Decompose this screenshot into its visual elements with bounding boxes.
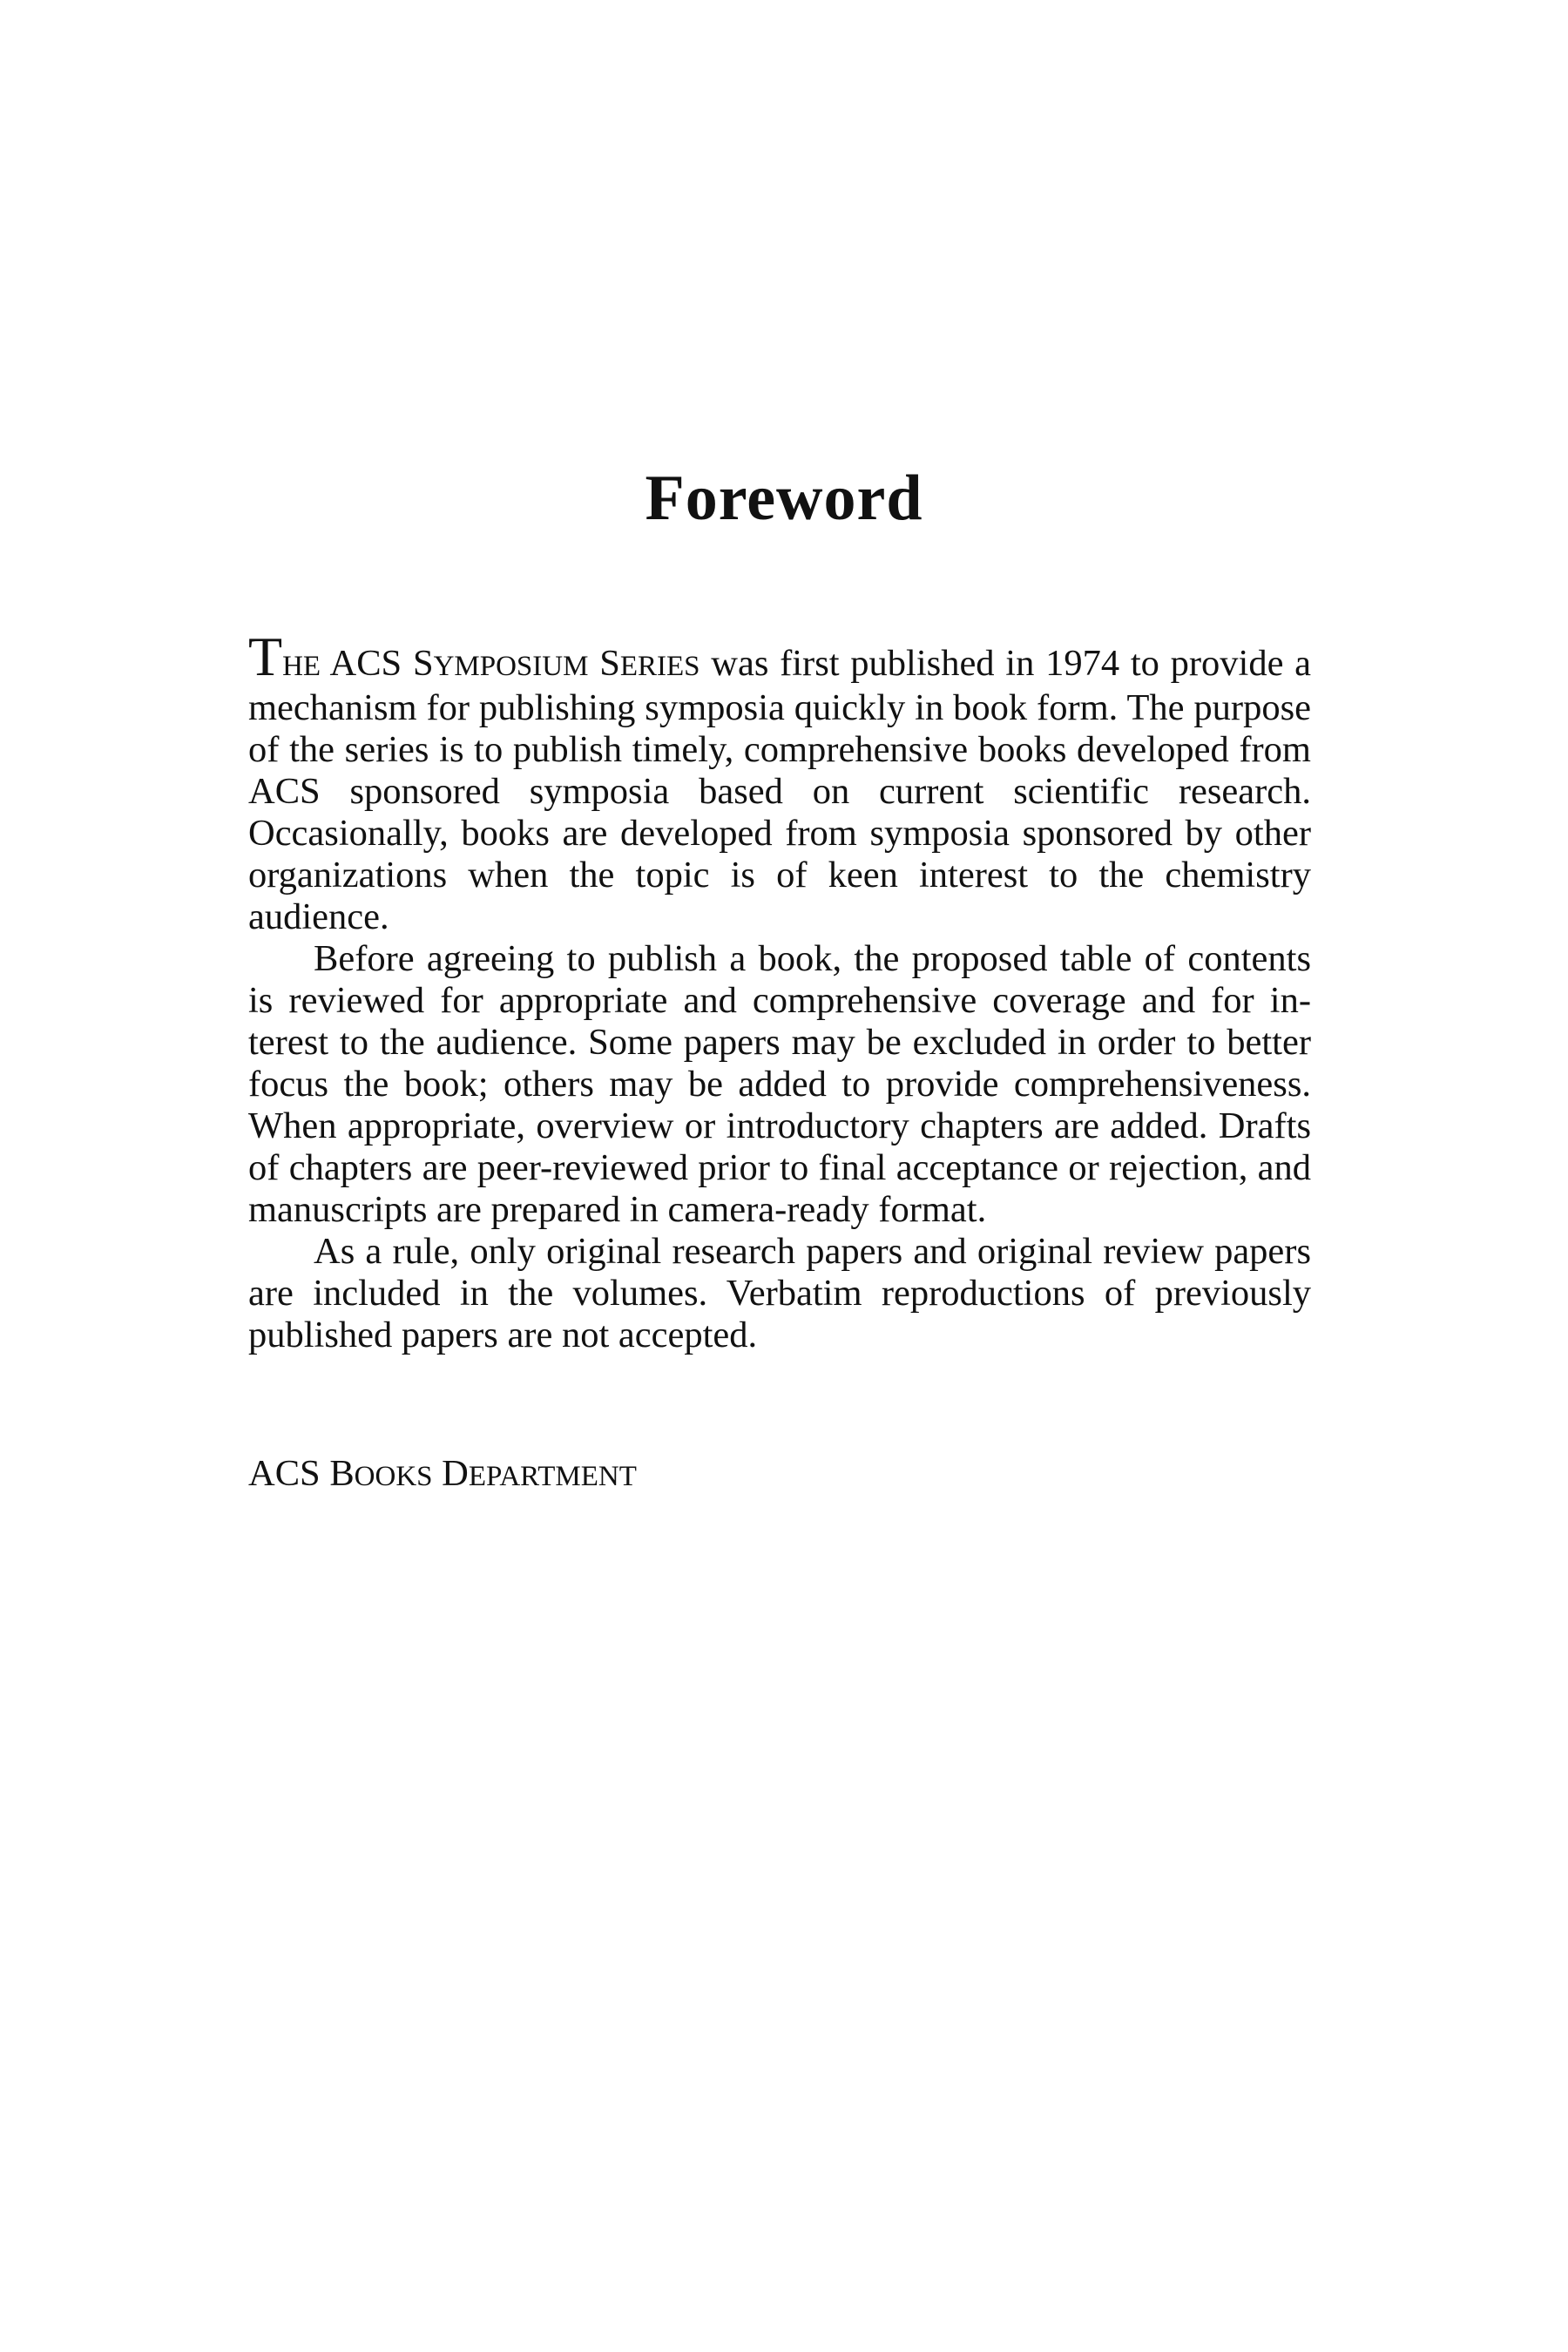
series-s1-rest: YMPOSIUM	[433, 651, 589, 682]
signature-word-2-rest: OOKS	[354, 1461, 433, 1492]
signature-word-1: ACS	[248, 1453, 321, 1494]
paragraph-2: Before agreeing to publish a book, the proposed table of contents is reviewed for appropriate and comprehensive coverage and for interest to the audience. Some papers may be excluded in order to better focus the book; others may be added to provide comprehensiveness. When appropriate, overview or introductory chapters are added. Drafts of chapters are peer-reviewed prior to final acceptance or rejection, and manuscripts are prepared in camera-ready format.	[248, 938, 1311, 1230]
page-title: Foreword	[645, 463, 923, 534]
drop-initial: T	[248, 625, 283, 687]
paragraph-1	[248, 625, 1312, 938]
series-s2: S	[599, 643, 620, 684]
series-s1: S	[412, 643, 434, 684]
series-acs: ACS	[329, 643, 402, 684]
series-s2-rest: ERIES	[619, 651, 700, 682]
signature	[248, 1453, 637, 1497]
initial-rest: HE	[282, 651, 321, 682]
paragraph-1-text: was first published in 1974 to provide a mechanism for publishing symposia quickly in book form. The purpose of the series is to publish timely, comprehensive books developed from ACS sponsored symposia based on current scientific research. Occasionally, books are developed from symposia sponsored by other organizations when the topic is of keen interest to the chemistry audience.	[248, 643, 1312, 937]
foreword-body	[248, 625, 1312, 1356]
signature-word-3-initial: D	[442, 1453, 469, 1494]
signature-word-2-initial: B	[329, 1453, 355, 1494]
signature-word-3-rest: EPARTMENT	[468, 1461, 637, 1492]
paragraph-3: As a rule, only original research papers and original review papers are included in the volumes. Verbatim reproductions of previously published papers are not accepted.	[248, 1231, 1311, 1355]
